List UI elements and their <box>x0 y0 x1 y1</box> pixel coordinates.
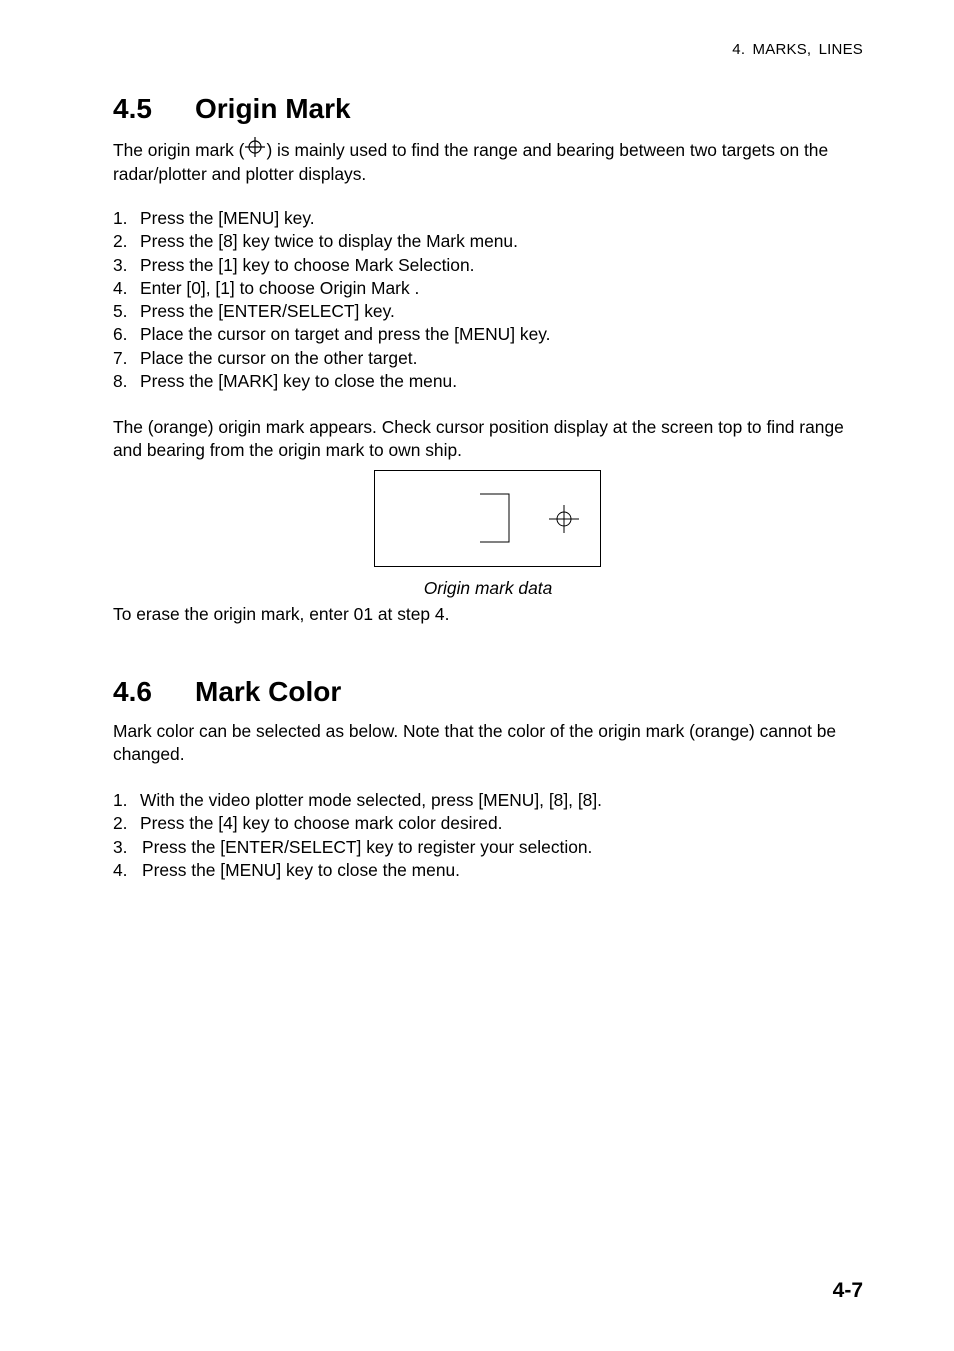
origin-mark-intro <box>113 137 863 186</box>
step-number: 1. <box>113 208 128 228</box>
step-text: Press the [MARK] key to close the menu. <box>140 371 458 392</box>
step-text: Place the cursor on the other target. <box>140 347 418 368</box>
step-text: Enter [0], [1] to choose Origin Mark . <box>140 277 420 298</box>
origin-mark-result-text: The (orange) origin mark appears. Check cursor position display at the screen top to find range and bearing from the origin mark to own ship. <box>113 417 844 460</box>
step-number: 4. <box>113 277 128 298</box>
step-number: 1. <box>113 790 128 810</box>
step-number: 2. <box>113 231 128 252</box>
erase-note: To erase the origin mark, enter 01 at step 4. <box>113 604 450 624</box>
step-number: 5. <box>113 301 128 322</box>
step-text: Press the [MENU] key to close the menu. <box>142 859 460 880</box>
step-item <box>113 207 550 230</box>
step-item <box>113 836 602 859</box>
step-item <box>113 370 550 393</box>
step-number: 6. <box>113 324 128 345</box>
mark-color-steps <box>113 789 602 882</box>
step-number: 4. <box>113 859 128 880</box>
section-title-text: Origin Mark <box>195 93 351 124</box>
step-item <box>113 323 550 346</box>
step-item <box>113 254 550 277</box>
section-number: 4.6 <box>113 676 152 707</box>
origin-mark-icon <box>245 137 265 163</box>
step-item <box>113 347 550 370</box>
step-item <box>113 230 550 253</box>
step-item <box>113 300 550 323</box>
step-number: 8. <box>113 371 128 392</box>
step-text: Press the [ENTER/SELECT] key. <box>140 301 395 322</box>
step-text: Press the [1] key to choose Mark Selection. <box>140 254 475 275</box>
figure-caption: Origin mark data <box>423 578 553 598</box>
step-number: 2. <box>113 813 128 834</box>
section-number: 4.5 <box>113 93 152 124</box>
step-text: Press the [MENU] key. <box>140 208 315 228</box>
step-number: 3. <box>113 836 128 857</box>
running-header: 4. MARKS, LINES <box>732 41 863 58</box>
step-item <box>113 812 602 835</box>
step-text: Press the [ENTER/SELECT] key to register your selection. <box>142 836 593 857</box>
section-title-text: Mark Color <box>195 676 342 707</box>
step-number: 7. <box>113 347 128 368</box>
step-text: With the video plotter mode selected, press [MENU], [8], [8]. <box>140 790 603 810</box>
origin-mark-figure <box>374 470 601 567</box>
step-text: Place the cursor on target and press the [MENU] key. <box>140 324 551 345</box>
step-item <box>113 277 550 300</box>
section-title-mark-color <box>113 676 341 708</box>
intro-text-before-icon: The origin mark ( <box>113 140 245 160</box>
mark-color-intro: Mark color can be selected as below. Note that the color of the origin mark (orange) cannot be changed. <box>113 721 837 764</box>
step-text: Press the [4] key to choose mark color desired. <box>140 813 503 834</box>
step-item <box>113 859 602 882</box>
intro-text-after-icon: ) is mainly used to find the range and bearing between two targets on the radar/plotter and plotter displays. <box>113 140 829 184</box>
bracket-line <box>480 494 509 542</box>
step-item <box>113 789 602 812</box>
step-text: Press the [8] key twice to display the Mark menu. <box>140 231 518 252</box>
section-title-origin-mark <box>113 93 351 125</box>
origin-mark-steps <box>113 207 550 393</box>
step-number: 3. <box>113 254 128 275</box>
page-number: 4-7 <box>832 1279 863 1302</box>
